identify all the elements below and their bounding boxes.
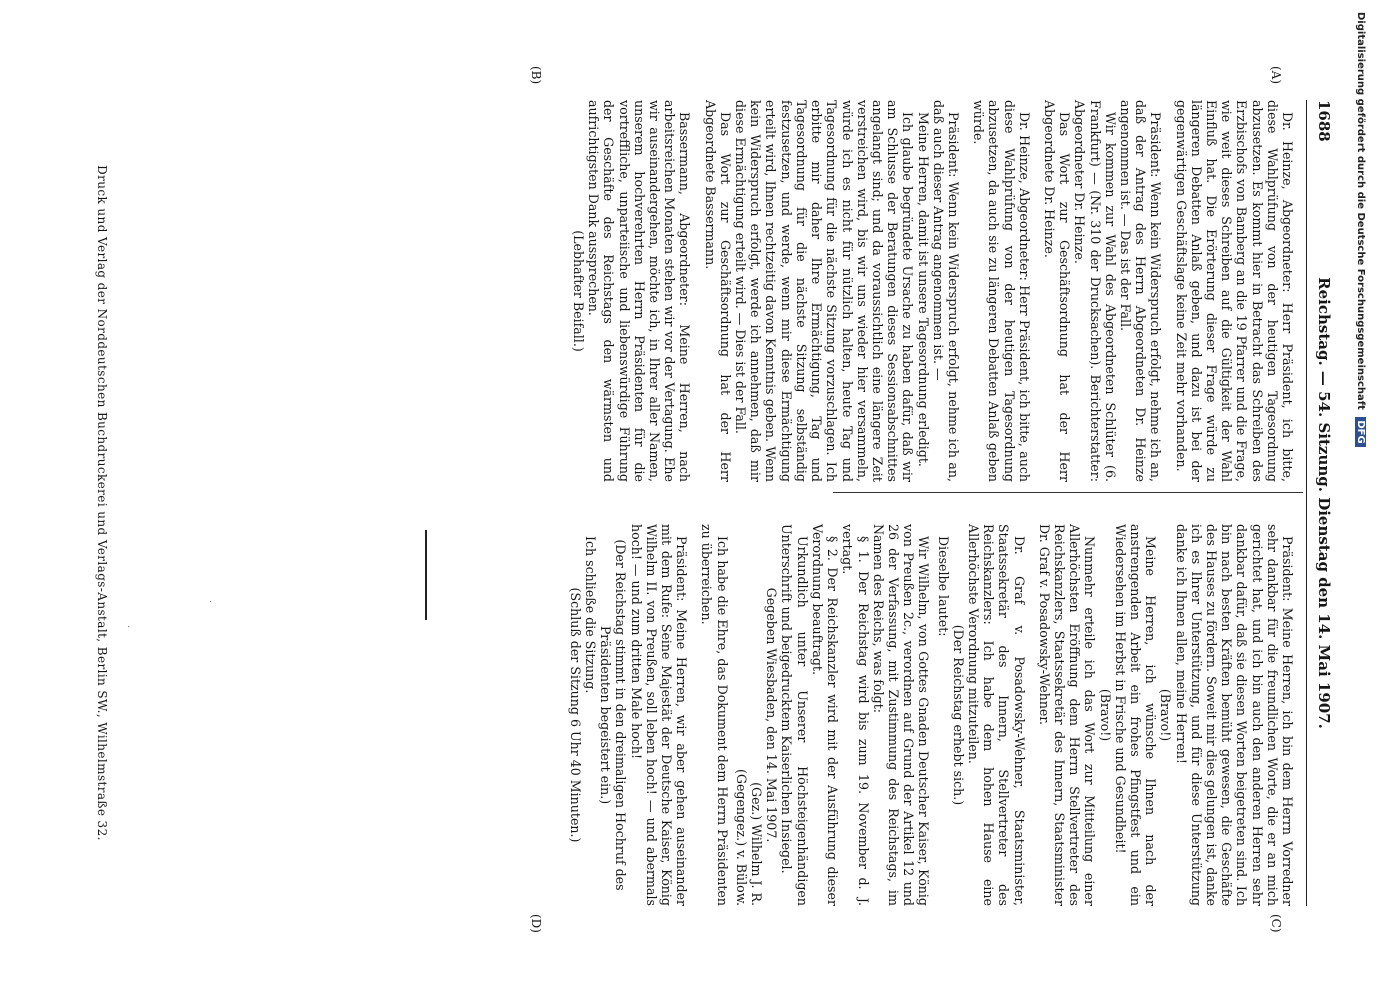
- left-column: [571, 100, 1295, 482]
- running-header: [1307, 100, 1333, 906]
- margin-mark-a: (A): [1269, 66, 1283, 85]
- right-column: [568, 524, 1295, 906]
- paragraph: Ich schließe die Sitzung.: [583, 536, 599, 694]
- speck: ·: [204, 600, 215, 604]
- paragraph: Präsident: Meine Herren, wir aber gehen auseinander mit dem Rufe: Seine Majestät der Deutsche Kaiser, König Wilhelm II. von Preußen, soll leben hoch! — und abermals hoch! — und zum dritten Male hoch!: [628, 524, 690, 906]
- decree-paragraph: § 2. Der Reichskanzler wird mit der Ausführung dieser Verordnung beauftragt.: [809, 524, 841, 906]
- decree-signature: (Gez.) Wilhelm J. R.: [749, 782, 765, 906]
- paragraph: Meine Herren, ich wünsche Ihnen nach der anstrengenden Arbeit ein frohes Pfingstfest und ein Wiedersehen im Herbst in Frische und Gesundheit!: [1112, 524, 1159, 906]
- paragraph: Bassermann, Abgeordneter: Meine Herren, nach arbeitsreichen Monaten stehen wir vor der Vertagung. Ehe wir auseinandergehen, möchte ich, in Ihrer aller Namen, unserem hochverehrten Herrn Präsidenten für die vortreffliche, unparteiische und liebenswürdige Führung der Geschäfte des Reichstags den wärmsten und aufrichtigsten Dank aussprechen.: [586, 100, 693, 482]
- end-rule: [425, 530, 427, 620]
- applause-note: (Bravo!): [1158, 688, 1174, 742]
- header-rule: [1306, 100, 1307, 906]
- paragraph: Das Wort zur Geschäftsordnung hat der Herr Abgeordnete Bassermann.: [702, 100, 733, 482]
- paragraph: Dr. Graf v. Posadowsky-Wehner, Staatsminister, Staatssekretär des Innern, Stellvertreter des Reichskanzlers: Ich habe dem hohen Hause eine Allerhöchste Verordnung mitzuteilen.: [965, 524, 1027, 906]
- printer-imprint: Druck und Verlag der Norddeutschen Buchdruckerei und Verlags-Anstalt, Berlin SW., Wilhelmstraße 32.: [95, 165, 109, 841]
- margin-mark-c: (C): [1269, 914, 1283, 933]
- paragraph: Dr. Heinze, Abgeordneter: Herr Präsident, ich bitte, auch diese Wahlprüfung von der heutigen Tagesordnung abzusetzen, da auch sie zu längeren Debatten Anlaß geben würde.: [971, 100, 1032, 482]
- decree-paragraph: § 1. Der Reichstag wird bis zum 19. November d. J. vertagt.: [840, 524, 871, 906]
- margin-mark-b: (B): [529, 66, 543, 85]
- dfg-logo: DFG: [1355, 417, 1366, 446]
- column-separator: [833, 492, 1303, 493]
- paragraph: Wir kommen zur Wahl des Abgeordneten Schlüter (6. Frankfurt) — (Nr. 310 der Drucksachen). Berichterstatter: Abgeordneter Dr. Heinze.: [1072, 100, 1118, 482]
- paragraph: Präsident: Wenn kein Widerspruch erfolgt, nehme ich an, daß der Antrag des Herrn Abgeordneten Dr. Heinze angenommen ist. — Das ist der Fall.: [1117, 100, 1164, 482]
- paragraph: Ich glaube begründete Ursache zu haben dafür, daß wir am Schlusse der Beratungen dieses Sessionsabschnittes angelangt sind; und da voraussichtlich eine längere Zeit verstreichen wird, bis wir uns wieder hier versammeln, würde ich es nicht für nützlich halten, heute Tag und Tagesordnung für die nächste Sitzung vorzuschlagen. Ich erbitte mir daher Ihre Ermächtigung, Tag und Tagesordnung für die nächste Sitzung selbständig festzusetzen, und werde, wenn mir diese Ermächtigung erteilt wird, Ihnen rechtzeitig davon Kenntnis geben. Wenn kein Widerspruch erfolgt, werde ich annehmen, daß mir diese Ermächtigung erteilt wird. — Dies ist der Fall.: [733, 100, 916, 482]
- digitization-credit: [1355, 12, 1366, 992]
- running-title: Reichstag. — 54. Sitzung. Dienstag den 14. Mai 1907.: [1315, 277, 1333, 729]
- paragraph: Dieselbe lautet:: [935, 536, 951, 637]
- speck: ·: [122, 625, 133, 629]
- paragraph: Dr. Heinze, Abgeordneter: Herr Präsident, ich bitte, diese Wahlprüfung von der heutigen Tagesordnung abzusetzen. Es kommt hier in Betracht das Schreiben des Erzbischofs von Bamberg an die 19 Pfarrer und die Frage, wie weit dieses Schreiben auf die Gültigkeit der Wahl Einfluß hat. Die Erörterung dieser Frage würde zu längeren Debatten Anlaß geben, und dazu ist bei der gegenwärtigen Geschäftslage keine Zeit mehr vorhanden.: [1173, 100, 1295, 482]
- page-number: 1688: [1315, 100, 1333, 142]
- stage-note: (Der Reichstag stimmt in den dreimaligen Hochruf des Präsidenten begeistert ein.): [598, 539, 629, 891]
- stage-note: (Der Reichstag erhebt sich.): [950, 624, 966, 806]
- closing-note: (Schluß der Sitzung 6 Uhr 40 Minuten.): [567, 587, 583, 843]
- decree-text: Wir Wilhelm, von Gottes Gnaden Deutscher Kaiser, König von Preußen 2c., verordnen auf Grund der Artikel 12 und 26 der Verfassung, mit Zustimmung des Reichstags, im Namen des Reichs, was folgt:: [870, 524, 932, 906]
- margin-mark-d: (D): [529, 914, 543, 933]
- applause-note: (Bravo!): [1097, 688, 1113, 742]
- paragraph: Präsident: Wenn kein Widerspruch erfolgt, nehme ich an, daß auch dieser Antrag angenommen ist. —: [930, 100, 961, 482]
- paragraph: Ich habe die Ehre, das Dokument dem Herrn Präsidenten zu überreichen.: [699, 524, 730, 906]
- decree-date: Gegeben Wiesbaden, den 14. Mai 1907.: [764, 587, 780, 843]
- decree-text: Urkundlich unter Unserer Höchsteigenhändigen Unterschrift und beigedrucktem Kaiserlichen Insiegel.: [779, 524, 810, 906]
- decree-countersignature: (Gegengez.) v. Bülow.: [733, 768, 749, 906]
- paragraph: Meine Herren, damit ist unsere Tagesordnung erledigt.: [915, 112, 931, 467]
- digitization-note: Digitalisierung gefördert durch die Deutsche Forschungsgemeinschaft: [1355, 12, 1366, 410]
- paragraph: Nunmehr erteile ich das Wort zur Mitteilung einer Allerhöchsten Eröffnung dem Herrn Stellvertreter des Reichskanzlers, Staatssekretär des Innern, Staatsminister Dr. Graf v. Posadowsky-Wehner.: [1036, 524, 1098, 906]
- paragraph: Präsident: Meine Herren, ich bin dem Herrn Vorredner sehr dankbar für die freundlichen Worte, die er an mich gerichtet hat, und ich bin auch den anderen Herren sehr dankbar dafür, daß sie diesen Worten beigetreten sind. Ich bin nach besten Kräften bemüht gewesen, die Geschäfte des Hauses zu fördern. Soweit mir dies gelungen ist, danke ich es Ihrer Unterstützung, und für diese Unterstützung danke ich Ihnen allen, meine Herren!: [1173, 524, 1295, 906]
- applause-note: (Lebhafter Beifall.): [571, 230, 587, 352]
- paragraph: Das Wort zur Geschäftsordnung hat der Herr Abgeordnete Dr. Heinze.: [1041, 100, 1073, 482]
